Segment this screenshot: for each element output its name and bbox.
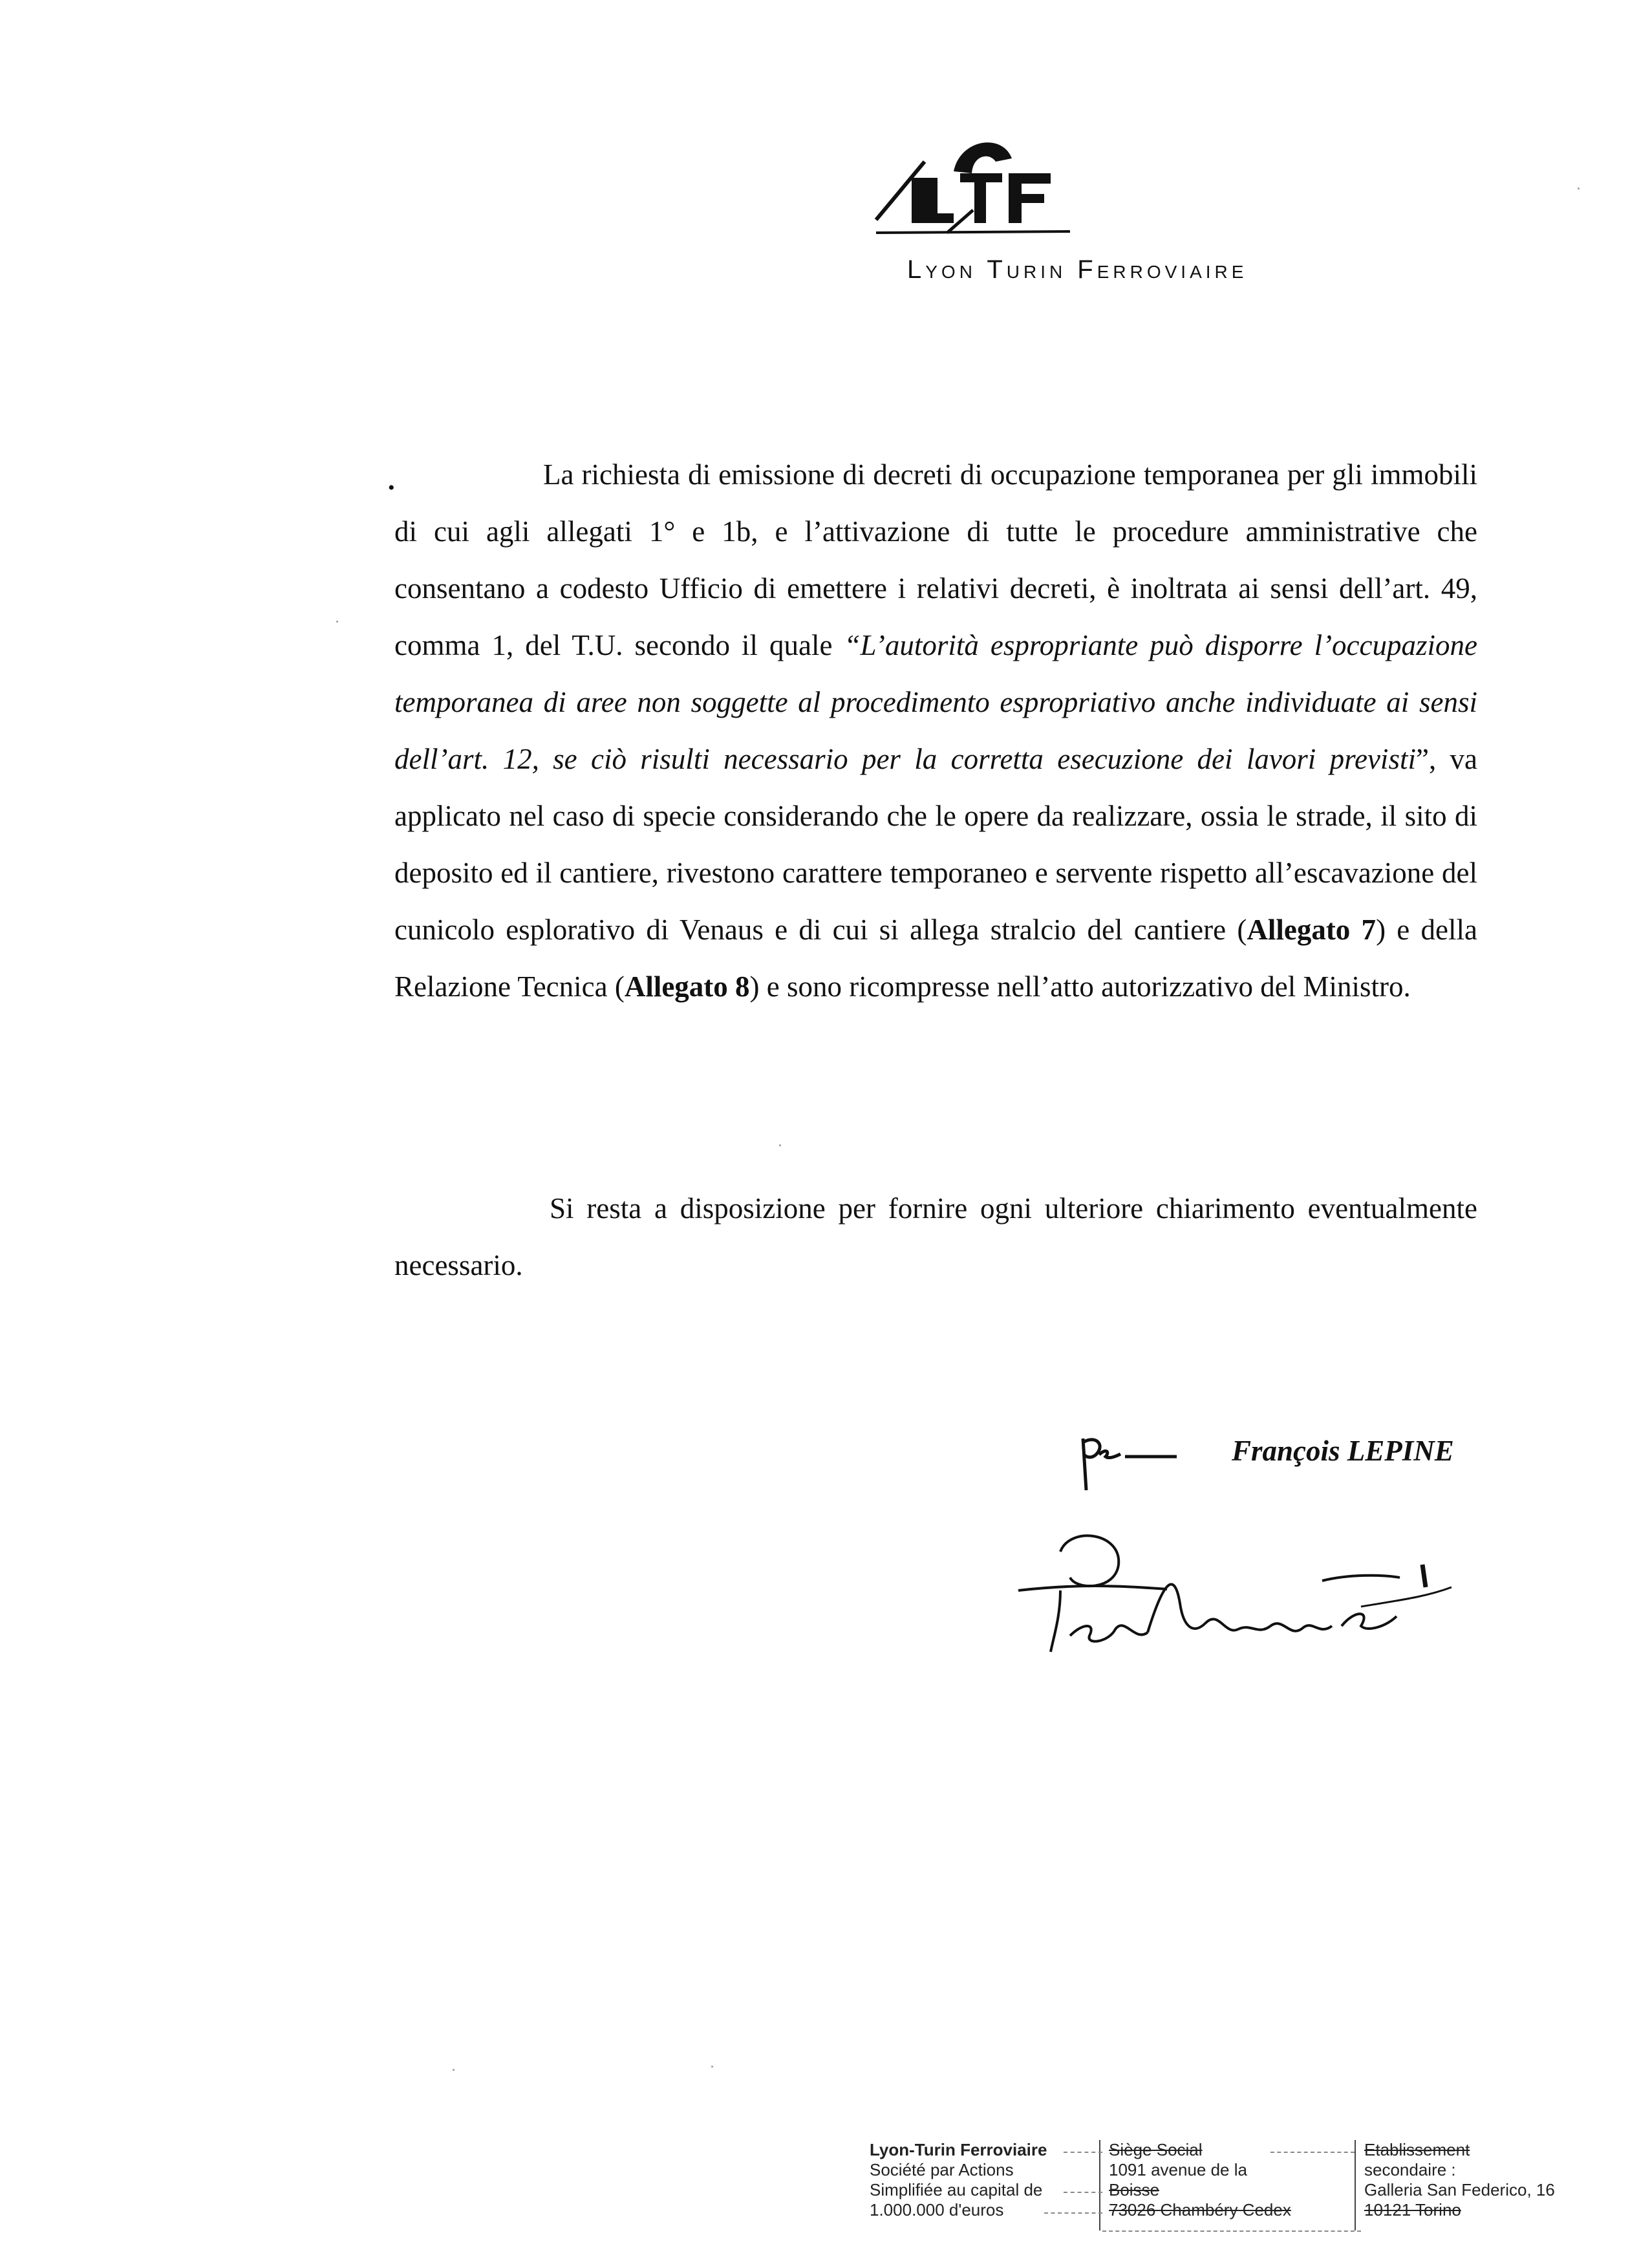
attachment-7-reference: Allegato 7 xyxy=(1247,914,1377,946)
closing-paragraph: Si resta a disposizione per fornire ogni ulteriore chiarimento eventualmente necessario. xyxy=(394,1192,1477,1281)
paragraph-mid: ) e della Relazione Tecnica ( xyxy=(394,914,1477,1003)
scan-speck xyxy=(1578,187,1580,189)
signature-icon xyxy=(999,1513,1477,1674)
paragraph-continuation: ”, va applicato nel caso di specie considerando che le opere da realizzare, ossia le strade, il sito di deposito ed il cantiere, rivestono carattere temporaneo e servente rispetto all’escavazione del cunicolo esplorativo di Venaus e di cui si allega stralcio del cantiere ( xyxy=(394,743,1478,946)
footer-line: Etablissement xyxy=(1364,2140,1470,2159)
signer-name: François LEPINE xyxy=(1232,1435,1454,1467)
footer-head-office xyxy=(1109,2140,1291,2220)
per-handwritten-mark xyxy=(1070,1426,1186,1500)
scan-speck xyxy=(453,2069,455,2071)
paragraph-end: ) e sono ricompresse nell’atto autorizzativo del Ministro. xyxy=(749,970,1411,1003)
footer-line: Simplifiée au capital de xyxy=(870,2180,1043,2199)
footer-line: 73026 Chambéry Cedex xyxy=(1109,2200,1291,2220)
footer-divider xyxy=(1099,2140,1100,2231)
attachment-8-reference: Allegato 8 xyxy=(624,970,750,1003)
footer-line: 10121 Torino xyxy=(1364,2200,1461,2220)
footer-line: Boisse xyxy=(1109,2180,1160,2199)
footer-secondary-office xyxy=(1364,2140,1555,2220)
margin-mark: • xyxy=(388,477,395,498)
footer-line: Société par Actions xyxy=(870,2160,1014,2179)
footer-dash xyxy=(1064,2192,1102,2193)
footer-dash xyxy=(1064,2152,1102,2153)
footer-line: 1091 avenue de la xyxy=(1109,2160,1247,2179)
scan-speck xyxy=(336,621,338,623)
quoted-article-text: “L’autorità espropriante può disporre l’occupazione temporanea di aree non soggette al procedimento espropriativo anche individuate ai sensi dell’art. 12, se ciò risulti necessario per la corretta esecuzione dei lavori previsti xyxy=(394,629,1477,775)
footer-line: Siège Social xyxy=(1109,2140,1203,2159)
footer-dash xyxy=(1270,2152,1355,2153)
handwritten-signature xyxy=(999,1513,1477,1678)
company-tagline: Lyon Turin Ferroviaire xyxy=(907,255,1248,284)
company-logo xyxy=(863,123,1329,291)
footer-company-info xyxy=(870,2140,1047,2220)
footer-divider xyxy=(1355,2140,1356,2231)
per-handwriting-icon xyxy=(1070,1426,1186,1497)
footer-line: Lyon-Turin Ferroviaire xyxy=(870,2140,1047,2159)
scan-speck xyxy=(711,2066,713,2068)
footer-line: Galleria San Federico, 16 xyxy=(1364,2180,1555,2199)
footer-dash xyxy=(1102,2231,1361,2232)
footer-dash xyxy=(1044,2212,1102,2214)
main-paragraph xyxy=(394,446,1477,1015)
company-footer xyxy=(870,2140,1594,2237)
scan-speck xyxy=(779,1144,781,1146)
footer-line: secondaire : xyxy=(1364,2160,1456,2179)
footer-line: 1.000.000 d'euros xyxy=(870,2200,1004,2220)
paragraph-intro: La richiesta di emissione di decreti di occupazione temporanea per gli immobili di cui agli allegati 1° e 1b, e l’attivazione di tutte le procedure amministrative che consentano a codesto Ufficio di emettere i relativi decreti, è inoltrata ai sensi dell’art. 49, comma 1, del T.U. secondo il quale xyxy=(394,458,1477,661)
